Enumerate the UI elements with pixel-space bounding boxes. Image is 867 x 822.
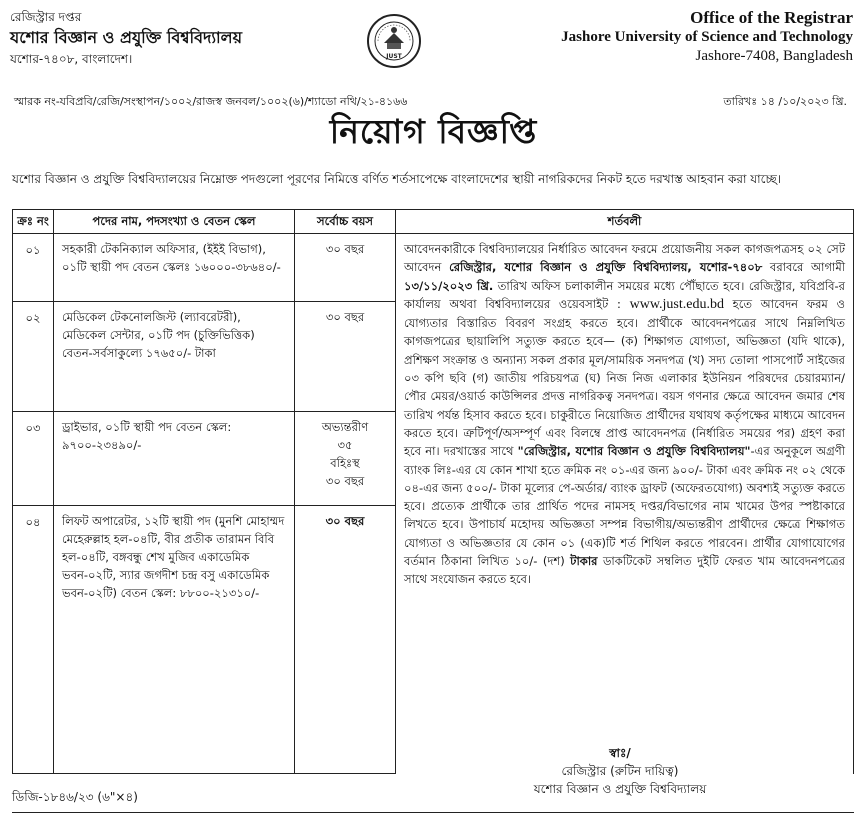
signature-block — [480, 744, 760, 798]
age-external-label: বহিঃস্থ — [330, 456, 360, 470]
signature-mark: স্বাঃ/ — [609, 746, 631, 760]
seal-text: JUST — [386, 53, 402, 60]
office-name-bn: রেজিস্ট্রার দপ্তর — [10, 10, 82, 24]
memo-number: স্মারক নং-যবিপ্রবি/রেজি/সংস্থাপন/১০০২/রাজস্ব জনবল/১০০২(৬)/শ্যাডো নথি/২১-৪১৬৬ — [14, 95, 408, 108]
frame-bottom-line — [12, 812, 854, 813]
website-url: www.just.edu.bd — [629, 296, 724, 312]
cond-part: আবেদনকারীকে বিশ্ববিদ্যালয়ের নির্ধারিত আবেদন ফরমে প্রয়োজনীয় সকল কাগজপত্রসহ ০২ সেট আবেদন — [404, 242, 845, 275]
header-serial: ক্রঃ নং — [13, 210, 54, 234]
header-right — [463, 8, 853, 66]
office-name-en: Office of the Registrar — [690, 8, 853, 27]
header-left — [10, 10, 370, 67]
cond-registrar-bold: রেজিস্ট্রার, যশোর বিজ্ঞান ও প্রযুক্তি বিশ্ববিদ্যালয়, যশোর-৭৪০৮ — [449, 260, 763, 275]
row-serial: ০২ — [13, 302, 54, 412]
cond-taka-bold: টাকার — [570, 554, 598, 569]
row-age: ৩০ বছর — [295, 234, 396, 302]
row-age: ৩০ বছর — [295, 302, 396, 412]
cond-part: ডাকটিকেট সম্বলিত দুইটি ফেরত খাম আবেদনপত্রের সাথে সংযোজন করতে হবে। — [404, 554, 845, 587]
university-name-bn: যশোর বিজ্ঞান ও প্রযুক্তি বিশ্ববিদ্যালয় — [10, 28, 243, 47]
row-post: মেডিকেল টেকনোলজিস্ট (ল্যাবরেটরী), মেডিকেল সেন্টার, ০১টি পদ (চুক্তিভিত্তিক) বেতন-সর্বসাকুল্যে ১৭৬৫০/- টাকা — [54, 302, 295, 412]
intro-paragraph: যশোর বিজ্ঞান ও প্রযুক্তি বিশ্ববিদ্যালয়ের নিম্নোক্ত পদগুলো পূরণের নিমিত্তে বর্ণিত শর্তসাপেক্ষে বাংলাদেশের স্থায়ী নাগরিকদের নিকট হতে দরখাস্ত আহবান করা যাচ্ছে। — [12, 172, 782, 186]
row-serial: ০৪ — [13, 506, 54, 774]
row-age: ৩০ বছর — [295, 506, 396, 774]
address-bn: যশোর-৭৪০৮, বাংলাদেশ। — [10, 52, 133, 66]
university-seal-icon — [366, 13, 422, 69]
row-post: লিফট অপারেটর, ১২টি স্থায়ী পদ (মুনশি মোহাম্মদ মেহেরুল্লাহ হল-০৪টি, বীর প্রতীক তারামন বিবি হল-০৪টি, বঙ্গবন্ধু শেখ মুজিব একাডেমিক ভবন-০২টি, স্যার জগদীশ চন্দ্র বসু একাডেমিক ভবন-০২টি) বেতন স্কেল: ৮৮০০-২১৩১০/- — [54, 506, 295, 774]
header-conditions: শর্তবলী — [396, 210, 854, 234]
cond-part: তারিখ অফিস চলাকালীন সময়ের মধ্যে পৌঁছাতে হবে। রেজিস্ট্রার, যবিপ্রবি-র কার্যালয় অথবা বিশ্ববিদ্যালয়ের ওয়েবসাইট : — [404, 278, 846, 311]
cond-payee-bold: "রেজিস্ট্রার, যশোর বিজ্ঞান ও প্রযুক্তি বিশ্ববিদ্যালয়" — [517, 444, 751, 459]
age-internal-value: ৩৫ — [337, 438, 353, 452]
conditions-text — [396, 234, 854, 774]
row-serial: ০৩ — [13, 412, 54, 506]
posts-table — [12, 209, 854, 774]
header-age: সর্বোচ্চ বয়স — [295, 210, 396, 234]
cond-part: হতে আবেদন ফরম ও যোগ্যতার বিস্তারিত বিবরণ সংগ্রহ করতে হবে। প্রার্থীকে আবেদনপত্রের সাথে নিম্নলিখিত কাগজপত্রের ছায়ালিপি সত্যুক্ত করতে হবে— (ক) শিক্ষাগত যোগ্যতা, অভিজ্ঞতা (যদি থাকে), প্রশিক্ষণ সংক্রান্ত ও অন্যান্য সকল প্রকার মূল/সাময়িক সনদপত্র (খ) সদ্য তোলা পাসপোর্ট সাইজের ০৩ কপি ছবি (গ) জাতীয় পরিচয়পত্র (ঘ) নিজ নিজ এলাকার ইউনিয়ন পরিষদের চেয়ারম্যান/ পৌর মেয়র/ওয়ার্ড কাউন্সিলর প্রদত্ত নাগরিকত্ব সনদপত্র। বয়স গণনার ক্ষেত্রে আবেদন জমার শেষ তারিখ পর্যন্ত হিসাব করতে হবে। চাকুরীতে নিয়োজিত প্রার্থীদের যথাযথ কর্তৃপক্ষের মাধ্যমে আবেদন করতে হবে। ত্রুটিপূর্ণ/অসম্পূর্ণ এবং বিলম্বে প্রাপ্ত আবেদনপত্র (নির্ধারিত সময়ের পর) গ্রহণ করা হবে না। দরখাস্তের সাথে — [404, 296, 845, 459]
cond-part: -এর অনুকূলে অগ্রণী ব্যাংক লিঃ-এর যে কোন শাখা হতে ক্রমিক নং ০১-এর জন্য ৯০০/- টাকা এবং ক্রমিক নং ০২ থেকে ০৪-এর জন্য ৫০০/- টাকা মূল্যের পে-অর্ডার/ ব্যাংক ড্রাফট (অফেরতযোগ্য) অবশ্যই সত্যুক্ত করতে হবে। প্রত্যেক প্রার্থীকে তার প্রার্থিত পদের নামসহ দপ্তর/বিভাগের নাম খামের উপর স্পষ্টাকারে লিখতে হবে। উপাচার্য মহোদয় অভিজ্ঞতা সম্পন্ন বিভাগীয়/অভ্যন্তরীণ প্রার্থীদের ক্ষেত্রে শিক্ষাগত যোগ্যতা ও অভিজ্ঞতার যে কোন ০১ (এক)টি শর্ত শিথিল করতে পারবেন। প্রার্থীর যোগাযোগের বর্তমান ঠিকানা লিখিত ১০/- (দশ) — [404, 444, 845, 569]
table-row — [13, 234, 854, 302]
address-en: Jashore-7408, Bangladesh — [695, 48, 853, 64]
page-title: নিয়োগ বিজ্ঞপ্তি — [329, 112, 538, 151]
signatory-university: যশোর বিজ্ঞান ও প্রযুক্তি বিশ্ববিদ্যালয় — [533, 782, 707, 796]
row-serial: ০১ — [13, 234, 54, 302]
footer-code: ডিজি-১৮৪৬/২৩ (৬"×৪) — [12, 790, 138, 804]
signatory-designation: রেজিস্ট্রার (রুটিন দায়িত্ব) — [561, 764, 679, 778]
table-header-row — [13, 210, 854, 234]
circular-date: তারিখঃ ১৪ /১০/২০২৩ খ্রি. — [723, 95, 847, 108]
cond-part: বরাবরে আগামী — [762, 260, 845, 275]
row-post: ড্রাইভার, ০১টি স্থায়ী পদ বেতন স্কেল: ৯৭০০-২৩৪৯০/- — [54, 412, 295, 506]
cond-deadline-bold: ১৩/১১/২০২৩ খ্রি. — [404, 278, 494, 293]
age-internal-label: অভ্যন্তরীণ — [321, 420, 369, 434]
row-post: সহকারী টেকনিক্যাল অফিসার, (ইইই বিভাগ), ০১টি স্থায়ী পদ বেতন স্কেলঃ ১৬০০০-৩৮৬৪০/- — [54, 234, 295, 302]
header-post: পদের নাম, পদসংখ্যা ও বেতন স্কেল — [54, 210, 295, 234]
row-age-split — [295, 412, 396, 506]
age-external-value: ৩০ বছর — [325, 474, 365, 488]
university-name-en: Jashore University of Science and Technology — [561, 29, 853, 45]
